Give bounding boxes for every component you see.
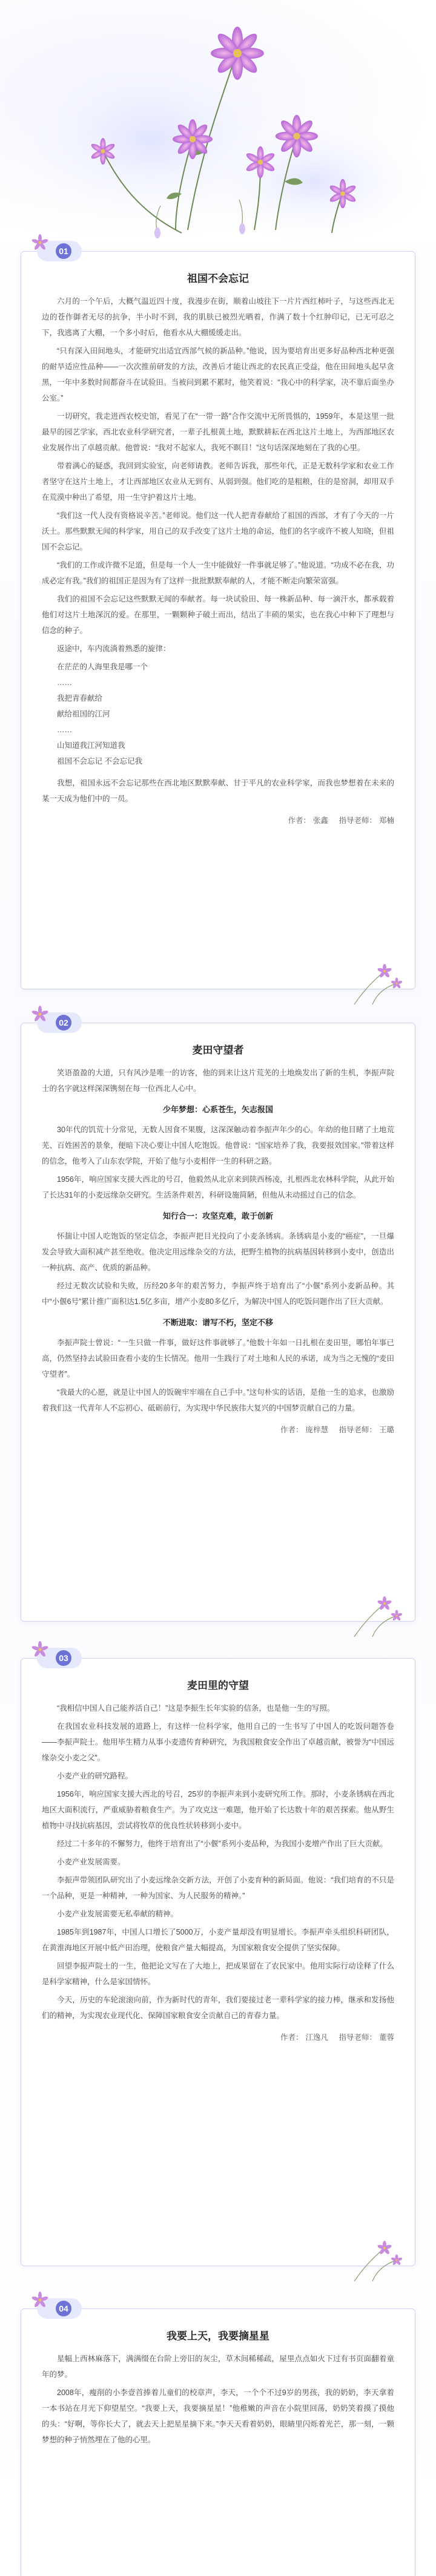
author-line [42, 813, 394, 828]
author-name: 庞梓慧 [305, 1426, 328, 1434]
paragraph: “我们这一代人没有资格说辛苦。”老师说。他们这一代人把青春献给了祖国的西部，才有了今天的一片沃土。那些默默无闻的科学家，用自己的双手改变了这片土地的命运，他们的名字或许不被人知晓，但祖国不会忘记。 [42, 511, 394, 551]
flower-sprig-icon [342, 962, 409, 1005]
paragraph: 小麦产业发展需要无私奉献的精神。 [57, 1910, 179, 1918]
paragraph: 1985年到1987年，中国人口增长了5000万，小麦产量却没有明显增长。李振声牵头组织科研团队，在黄淮海地区开展中低产田治理，使粮食产量大幅提高，为国家粮食安全提供了坚实保障。 [42, 1928, 394, 1952]
article-number-badge [37, 2298, 82, 2319]
author-label: 作者： [280, 2033, 303, 2042]
author-label: 作者： [288, 816, 311, 825]
paragraph: 回望李振声院士的一生，他把论文写在了大地上，把成果留在了农民家中。他用实际行动诠释了什么是科学家精神，什么是家国情怀。 [42, 1962, 394, 1986]
flower-icon [31, 1640, 49, 1659]
article-title: 麦田守望者 [192, 1044, 244, 1056]
flower-sprig-icon [342, 2239, 409, 2281]
article-number: 04 [56, 2301, 71, 2316]
article-card-1 [21, 246, 415, 989]
author-line [42, 1422, 394, 1438]
author-name: 江逸凡 [305, 2033, 328, 2042]
lyric-line: 在茫茫的人海里我是哪一个 [57, 663, 148, 671]
article-card-2 [21, 1018, 415, 1622]
lyric-line: 祖国不会忘记 不会忘记我 [57, 757, 142, 765]
article-card-4 [21, 2304, 415, 2576]
article-number: 01 [56, 243, 71, 259]
paragraph: “我们的工作或许微不足道，但是每一个人一生中能做好一件事就足够了。”他说道。“功成不必在我，功成必定有我。”我们的祖国正是因为有了这样一批批默默奉献的人，才能不断走向繁荣富强。 [42, 561, 394, 585]
article-number-badge [37, 1012, 82, 1033]
paragraph: 经过无数次试验和失败，历经20多年的艰苦努力，李振声终于培育出了“小偃”系列小麦新品种。其中“小偃6号”累计推广面积达1.5亿多亩，增产小麦80多亿斤，为解决中国人的吃饭问题作出了巨大贡献。 [42, 1282, 394, 1306]
paragraph: 在我国农业科技发展的道路上，有这样一位科学家，他用自己的一生书写了中国人的吃饭问题答卷——李振声院士。他用毕生精力从事小麦遗传育种研究，为我国粮食安全作出了卓越贡献，被誉为“中国远缘杂交小麦之父”。 [42, 1722, 394, 1762]
paragraph: 1956年，响应国家支援大西北的号召，他毅然从北京来到陕西杨凌，扎根西北农林科学院，从此开始了长达31年的小麦远缘杂交研究。生活条件艰苦，科研设施简陋，但他从未动摇过自己的信念。 [42, 1175, 394, 1199]
paragraph: 今天，历史的车轮滚滚向前，作为新时代的青年，我们要接过老一辈科学家的接力棒，继承和发扬他们的精神，为实现农业现代化、保障国家粮食安全贡献自己的青春力量。 [42, 1996, 394, 2020]
mentor-label: 指导老师： [339, 1426, 377, 1434]
article-title: 我要上天，我要摘星星 [167, 2330, 269, 2342]
paragraph: 返途中，车内流淌着熟悉的旋律： [57, 644, 171, 653]
paragraph: “我相信中国人自己能养活自己！”这是李振生长年实验的信条，也是他一生的写照。 [57, 1704, 335, 1712]
mentor-label: 指导老师： [339, 2033, 377, 2042]
lyrics-block [42, 659, 394, 769]
section-heading: 知行合一：攻坚克难，敢于创新 [162, 1211, 273, 1221]
mentor-label: 指导老师： [339, 816, 377, 825]
intro-paragraph: 笑语盈盈的大道，只有风沙是唯一的访客，他的到来让这片荒芜的土地焕发出了新的生机，李振声院士的名字就这样深深镌刻在每一位西北人心中。 [42, 1069, 394, 1093]
article-title: 麦田里的守望 [187, 1680, 249, 1691]
paragraph: 带着满心的疑惑，我回到实验室，向老师请教。老师告诉我，那些年代，正是无数科学家和农业工作者坚守在这片土地上，才让西部地区农业从无到有、从弱到强。他们吃的是粗粮，住的是窑洞，却用双手在荒漠中种出了希望，用一生守护着这片土地。 [42, 462, 394, 502]
paragraph: 怀揣让中国人吃饱饭的坚定信念，李振声把目光投向了小麦条锈病。条锈病是小麦的“癌症”，一旦爆发会导致大面积减产甚至绝收。他决定用远缘杂交的方法，把野生植物的抗病基因转移到小麦中，创造出一种抗病、高产、优质的新品种。 [42, 1232, 394, 1272]
lyric-line: 山知道我江河知道我 [57, 741, 125, 750]
paragraph: 李振声带领团队研究出了小麦远缘杂交新方法，开创了小麦育种的新局面。他说：“我们培育的不只是一个品种，更是一种精神，一种为国家、为人民服务的精神。” [42, 1876, 394, 1900]
mentor-name: 郑楠 [378, 816, 394, 825]
paragraph: “我最大的心愿，就是让中国人的饭碗牢牢端在自己手中。”这句朴实的话语，是他一生的追求，也激励着我们这一代青年人不忘初心、砥砺前行，为实现中华民族伟大复兴的中国梦贡献自己的力量。 [42, 1388, 394, 1412]
lyric-line: 献给祖国的江河 [57, 710, 110, 718]
article-number-badge [37, 1648, 82, 1668]
author-label: 作者： [280, 1426, 303, 1434]
paragraph: 小麦产业发展需要。 [57, 1858, 125, 1866]
article-number: 02 [56, 1015, 71, 1031]
paragraph: 星幅上西林麻落下，满满缀在台阶上旁旧的灰尘，草木间稀稀疏，屋里点点如火下过有书页面翻着童年的梦。 [42, 2355, 394, 2379]
author-name: 张鑫 [312, 816, 328, 825]
paragraph: 我们的祖国不会忘记这些默默无闻的奉献者。每一块试验田、每一株新品种、每一滴汗水，都承载着他们对这片土地深沉的爱。在那里，一颗颗种子破土而出，结出了丰硕的果实，也在我心中种下了理想与信念的种子。 [42, 595, 394, 635]
flower-sprig-icon [342, 1594, 409, 1637]
mentor-name: 王璐 [378, 1426, 394, 1434]
author-line [42, 2030, 394, 2045]
paragraph: 李振声院士曾说：“一生只做一件事，做好这件事就够了。”他数十年如一日扎根在麦田里，哪怕年事已高，仍然坚持去试验田查看小麦的生长情况。他用一生践行了对土地和人民的承诺，成为当之无愧的“麦田守望者”。 [42, 1339, 394, 1378]
paragraph: 小麦产业的研究路程。 [57, 1772, 133, 1780]
paragraph: 2008年，瘦削的小李壹首捧着儿童们的校章声，李天，一个个不过9岁的男孩，我的奶奶，李天拿着一本书站在月光下仰望星空。“我要上天，我要摘星星！”他稚嫩的声音在小院里回荡，奶奶笑着摸了摸他的头：“好啊，等你长大了，就去天上把星星摘下来。”李天天看着奶奶，眼睛里闪烁着光芒，那一刻，一颗梦想的种子悄然埋在了他的心里。 [42, 2388, 394, 2444]
lyric-line: …… [57, 678, 72, 687]
section-heading: 少年梦想：心系苍生，矢志报国 [162, 1105, 273, 1114]
paragraph: 一切研究，我走进西农校史馆，看见了在“一带一路”合作交流中无所畏惧的，1959年，本是这里一批最早的园艺学家，西北农业科学研究者，一辈子扎根黄土地，默默耕耘在西北这片土地上，为西部地区农业发展作出了卓越贡献。他曾说：“我对不起家人，我死不瞑目！”这句话深深地刻在了我的心里。 [42, 412, 394, 452]
paragraph: 六月的一个午后，大概气温近四十度，我漫步在街，顺着山坡往下一片片西红柿叶子，与这些西北无边的苍作御者无尽的抗争，半小时不到，我的肌肤已被烈光晒着，作满了数十个红肿印记，已无可忍之下，我逃离了大棚，一个多小时后，他看水从大棚缓缓走出。 [42, 297, 394, 337]
paragraph: 经过二十多年的不懈努力，他终于培育出了“小偃”系列小麦品种，为我国小麦增产作出了巨大贡献。 [57, 1840, 388, 1848]
paragraph: 1956年，响应国家支援大西北的号召，25岁的李振声来到小麦研究所工作。那时，小麦条锈病在西北地区大面积流行，严重威胁着粮食生产。为了攻克这一难题，他开始了长达数十年的艰苦探索。他从野生植物中寻找抗病基因，尝试将牧草的优良性状转移到小麦中。 [42, 1790, 394, 1830]
closing-paragraph: 我想，祖国永远不会忘记那些在西北地区默默奉献、甘于平凡的农业科学家，而我也梦想着在未来的某一天成为他们中的一员。 [42, 779, 394, 803]
article-card-3 [21, 1653, 415, 2266]
lyric-line: …… [57, 726, 72, 734]
lyric-line: 我把青春献给 [57, 694, 103, 703]
paragraph: 30年代的饥荒十分常见，无数人因食不果腹，这深深触动着李振声年少的心。年幼的他目睹了土地荒芜、百姓困苦的景象，便暗下决心要让中国人吃饱饭。他曾说：“国家培养了我，我要报效国家。”带着这样的信念，他考入了山东农学院，开始了他与小麦相伴一生的科研之路。 [42, 1126, 394, 1165]
section-heading: 不断进取：谱写不朽，坚定不移 [162, 1318, 273, 1327]
hero-banner [0, 0, 436, 242]
paragraph: “只有深入田间地头，才能研究出适宜西部气候的新品种。”他说，因为要培育出更多好品种西北种更强的耐旱适应性品种——一次次推前研发的方法，改善后才能让西北的农民真正受益，他在田间地头起早贪黑，一年中多数时间都奋斗在试验田。当被问到累不累时，他笑着说：“我心中的科学家，决不靠后面坐办公室。” [42, 347, 394, 402]
article-title: 祖国不会忘记 [187, 273, 249, 284]
flower-icon [31, 1005, 49, 1023]
flower-icon [31, 2291, 49, 2309]
cosmos-flowers-illustration [0, 0, 436, 242]
flower-icon [31, 234, 49, 252]
mentor-name: 董蓉 [378, 2033, 394, 2042]
article-number-badge [37, 241, 82, 261]
article-number: 03 [56, 1650, 71, 1666]
